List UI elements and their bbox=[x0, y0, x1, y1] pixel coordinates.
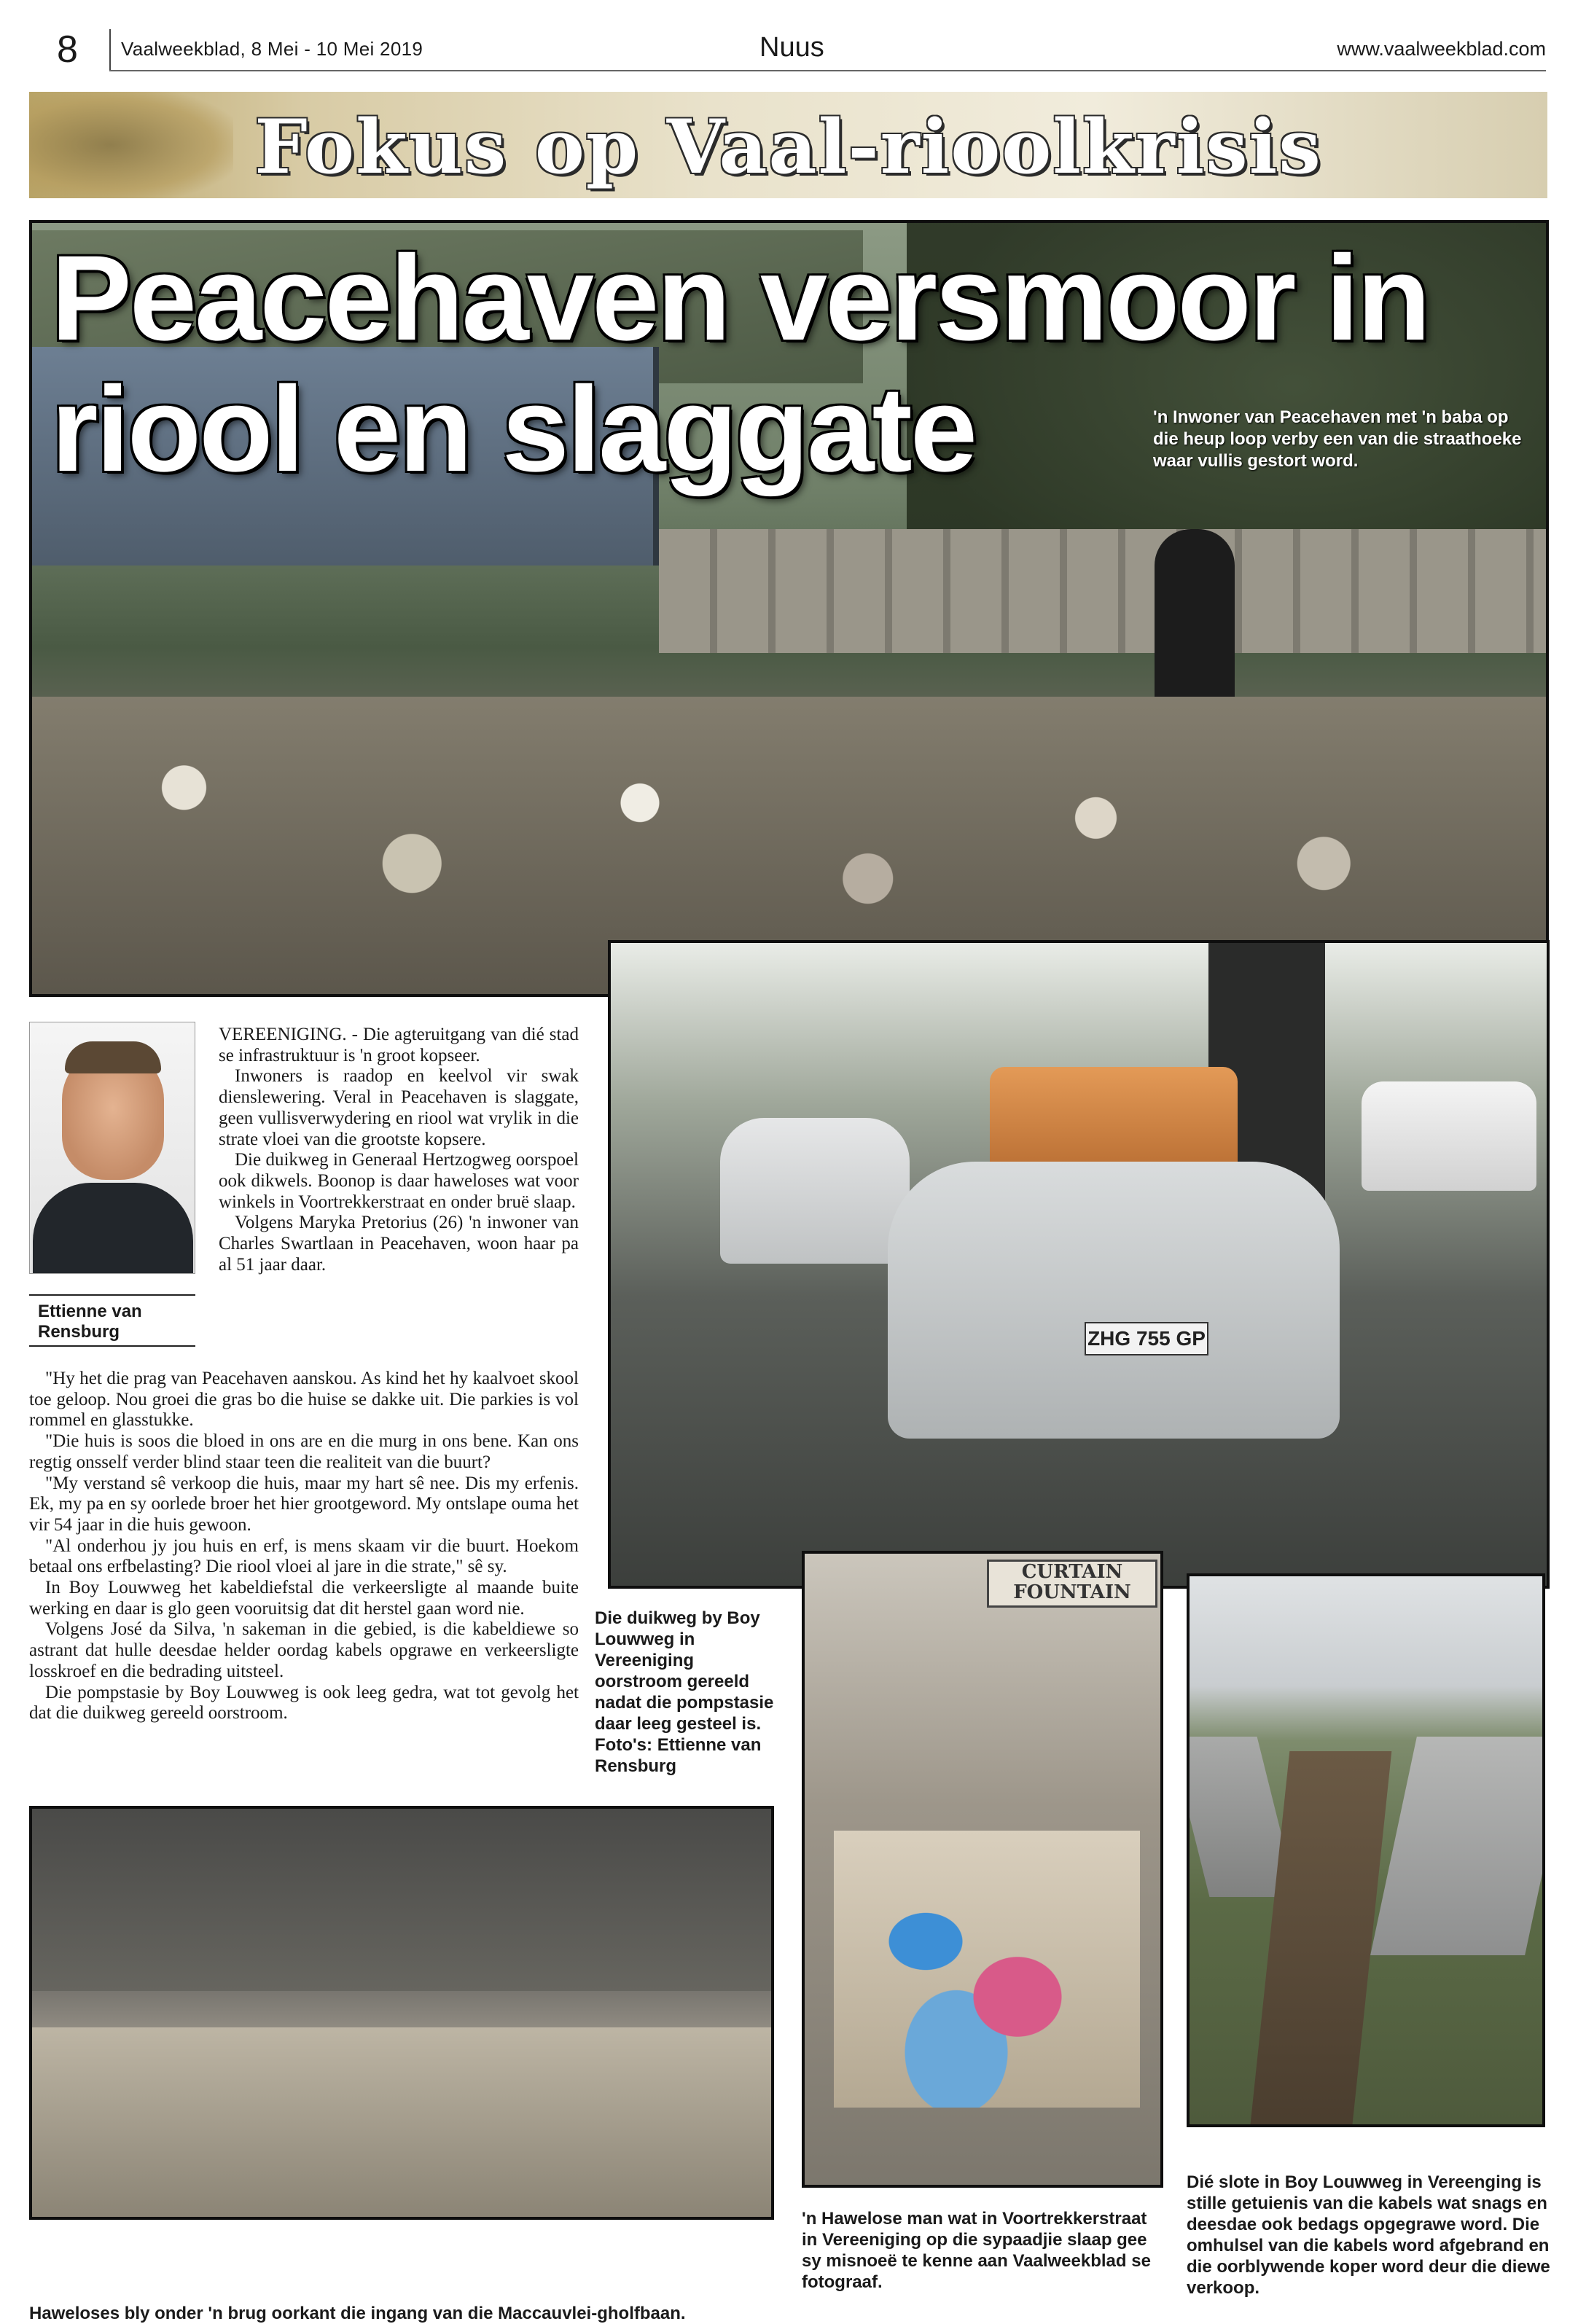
article-paragraph: "Die huis is soos die bloed in ons are en die murg in ons bene. Kan ons regtig onsself verder blind staar teen die realiteit van die buurt? bbox=[29, 1431, 579, 1472]
article-paragraph: Inwoners is raadop en keelvol vir swak dienslewering. Veral in Peacehaven is slaggate, geen vullisverwydering en riool wat vrylik in die strate vloei van die grootste kopsere. bbox=[219, 1066, 579, 1149]
website-link[interactable]: www.vaalweekblad.com bbox=[1337, 38, 1546, 60]
publication-date: Vaalweekblad, 8 Mei - 10 Mei 2019 bbox=[121, 38, 423, 60]
silver-sedan bbox=[888, 1162, 1340, 1439]
number-plate: ZHG 755 GP bbox=[1085, 1322, 1208, 1355]
article-paragraph: Die duikweg in Generaal Hertzogweg oorspoel ook dikwels. Boonop is daar haweloses wat voor winkels in Voortrekkerstraat en onder bruë slaap. bbox=[219, 1150, 579, 1212]
sleeping-people bbox=[834, 1831, 1140, 2108]
white-bakkie bbox=[1362, 1081, 1536, 1191]
byline-rule-top bbox=[29, 1294, 195, 1296]
article-paragraph: VEREENIGING. - Die agteruitgang van dié stad se infrastruktuur is 'n groot kopseer. bbox=[219, 1025, 579, 1065]
byline: Ettienne van Rensburg bbox=[38, 1302, 142, 1342]
article-paragraph: "Al onderhou jy jou huis en erf, is mens skaam vir die buurt. Hoekom betaal ons erfbelasting? Die riool vloei al jare in die strate," sê sy. bbox=[29, 1535, 579, 1577]
section-name: Nuus bbox=[759, 32, 824, 63]
duikweg-caption: Die duikweg by Boy Louwweg in Vereeniging oorstroom gereeld nadat die pompstasie daar leeg gesteel is. Foto's: Ettienne van Rensburg bbox=[595, 1608, 774, 1776]
page-number: 8 bbox=[57, 28, 78, 71]
headline: Peacehaven versmoor in riool en slaggate bbox=[51, 231, 1429, 497]
trench-photo bbox=[1187, 1573, 1545, 2127]
kicker-title: Fokus op Vaal-rioolkrisis bbox=[254, 103, 1322, 191]
header-divider bbox=[109, 29, 111, 70]
article-column-b bbox=[29, 1369, 579, 1724]
author-portrait bbox=[29, 1022, 195, 1274]
kicker-banner bbox=[29, 92, 1547, 198]
article-column-a bbox=[219, 1025, 579, 1275]
flood-photo bbox=[608, 940, 1550, 1589]
bridge-caption: Haweloses bly onder 'n brug oorkant die ingang van die Maccauvlei-gholfbaan. bbox=[29, 2304, 686, 2323]
article-paragraph: Volgens José da Silva, 'n sakeman in die gebied, is die kabeldiewe so astrant dat hulle deesdae helder oordag kabels opgrawe en verkeersligte losskroef en die bedrading uitsteel. bbox=[29, 1619, 579, 1681]
wall bbox=[659, 529, 1549, 653]
white-hatchback bbox=[720, 1118, 910, 1264]
article-paragraph: Volgens Maryka Pretorius (26) 'n inwoner van Charles Swartlaan in Peacehaven, woon haar pa al 51 jaar daar. bbox=[219, 1213, 579, 1275]
article-paragraph: "Hy het die prag van Peacehaven aanskou. As kind het hy kaalvoet skool toe geloop. Nou groei die gras bo die huise se dakke uit. Die parkies is vol rommel en glasstukke. bbox=[29, 1369, 579, 1431]
shop-sign: CURTAIN FOUNTAIN bbox=[987, 1560, 1157, 1608]
article-paragraph: Die pompstasie by Boy Louwweg is ook leeg gedra, wat tot gevolg het dat die duikweg gereeld oorstroom. bbox=[29, 1682, 579, 1724]
homeless-photo bbox=[802, 1551, 1163, 2188]
bridge-photo bbox=[29, 1806, 774, 2220]
trench-caption: Dié slote in Boy Louwweg in Vereenging is stille getuienis van die kabels wat snags en deesdae ook bedags opgegrawe word. Die omhulsel van die kabels word afgebrand en die oorblywende koper word deur die diewe verkoop. bbox=[1187, 2172, 1550, 2298]
orange-bakkie bbox=[990, 1067, 1238, 1176]
byline-rule-bottom bbox=[29, 1345, 195, 1347]
homeless-caption: 'n Hawelose man wat in Voortrekkerstraat in Vereeniging op die sypaadjie slaap gee sy misnoeë te kenne aan Vaalweekblad se fotograaf. bbox=[802, 2209, 1151, 2292]
article-paragraph: "My verstand sê verkoop die huis, maar my hart sê nee. Dis my erfenis. Ek, my pa en sy oorlede broer het hier grootgeword. My ontslape ouma het vir 54 jaar in die huis gewoon. bbox=[29, 1473, 579, 1535]
article-paragraph: In Boy Louwweg het kabeldiefstal die verkeersligte al maande buite werking en daar is glo geen vooruitsig dat dit herstel gaan word nie. bbox=[29, 1578, 579, 1619]
main-photo-caption: 'n Inwoner van Peacehaven met 'n baba op die heup loop verby een van die straathoeke waar vullis gestort word. bbox=[1153, 407, 1522, 471]
header-rule bbox=[109, 70, 1546, 71]
